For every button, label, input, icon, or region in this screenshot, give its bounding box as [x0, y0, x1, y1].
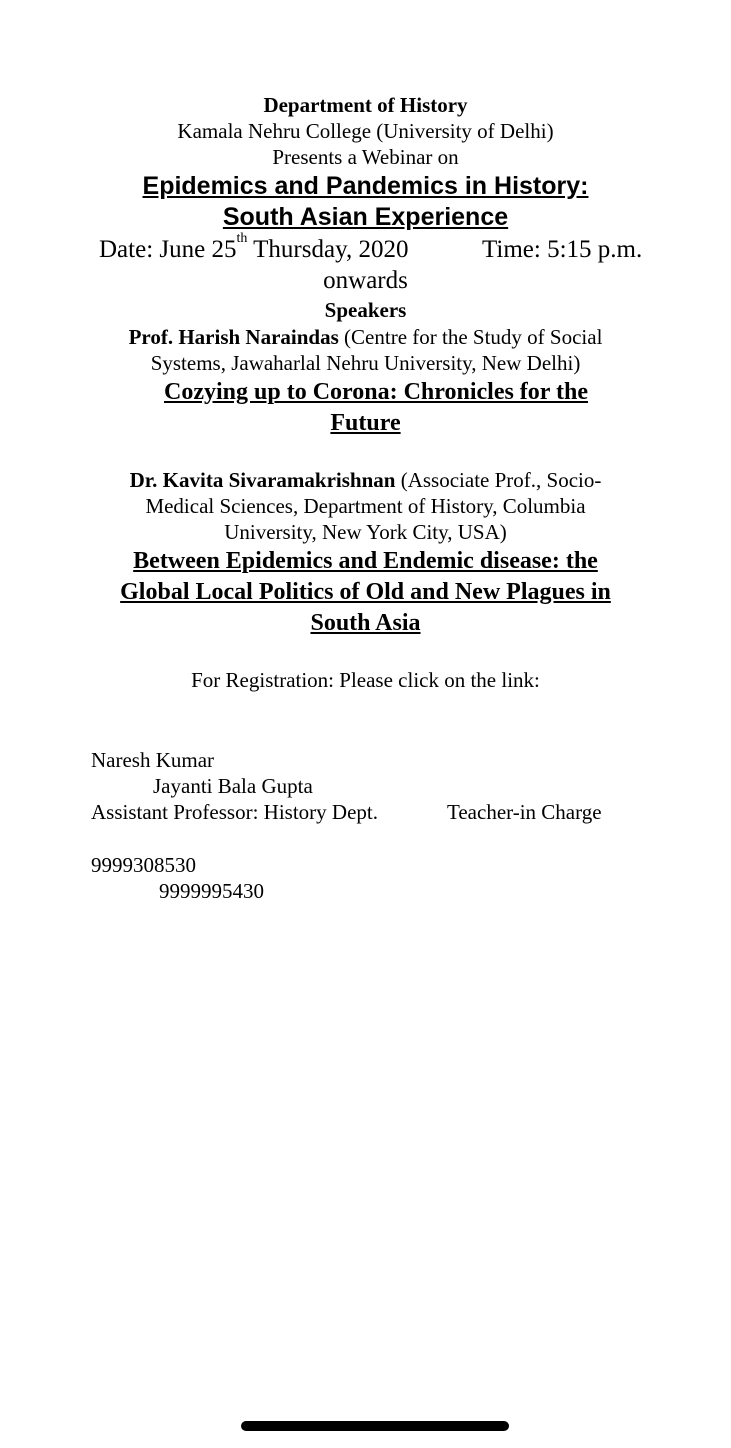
- speakers-heading: Speakers: [324, 298, 407, 322]
- speaker-2-affiliation-line2: Medical Sciences, Department of History, Columbia: [145, 494, 586, 518]
- contact-role-1: Assistant Professor: History Dept.: [91, 800, 378, 824]
- webinar-title-line1: Epidemics and Pandemics in History:: [142, 172, 589, 200]
- webinar-title-line2: South Asian Experience: [222, 203, 509, 231]
- date-day-year: Thursday, 2020: [247, 236, 409, 263]
- speaker-1-talk-line2: Future: [330, 410, 401, 436]
- webinar-time-onwards: onwards: [323, 267, 408, 294]
- contact-role-2: Teacher-in Charge: [447, 800, 602, 824]
- webinar-date: [99, 231, 409, 265]
- speaker-2-talk-line3: South Asia: [310, 610, 421, 636]
- home-indicator[interactable]: [241, 1421, 509, 1431]
- speaker-1-talk-line1: Cozying up to Corona: Chronicles for the: [164, 379, 589, 405]
- contact-phone-2: 9999995430: [159, 879, 264, 903]
- contact-phone-1: 9999308530: [91, 853, 196, 877]
- contact-name-2: Jayanti Bala Gupta: [153, 774, 313, 798]
- speaker-2-intro: [0, 467, 731, 493]
- speaker-1-affiliation-line2: Systems, Jawaharlal Nehru University, New Delhi): [150, 351, 581, 375]
- speaker-1-intro: [0, 324, 731, 350]
- speaker-2-affiliation-line1: (Associate Prof., Socio-: [395, 468, 602, 492]
- speaker-1-affiliation-line1: (Centre for the Study of Social: [338, 325, 603, 349]
- presents-line: Presents a Webinar on: [272, 145, 459, 169]
- date-suffix-sup: th: [236, 231, 248, 246]
- speaker-2-affiliation-line3: University, New York City, USA): [224, 520, 507, 544]
- speaker-2-talk-line2: Global Local Politics of Old and New Plagues in: [120, 579, 611, 605]
- speaker-2-name: Dr. Kavita Sivaramakrishnan: [129, 468, 396, 492]
- department-heading: Department of History: [263, 93, 468, 117]
- registration-line: For Registration: Please click on the link:: [191, 668, 540, 692]
- contact-name-1: Naresh Kumar: [91, 748, 215, 772]
- college-name: Kamala Nehru College (University of Delhi): [177, 119, 554, 143]
- speaker-2-talk-line1: Between Epidemics and Endemic disease: the: [133, 548, 598, 574]
- webinar-time: Time: 5:15 p.m.: [482, 236, 643, 263]
- speaker-1-name: Prof. Harish Naraindas: [128, 325, 339, 349]
- date-prefix: Date: June 25: [99, 236, 237, 263]
